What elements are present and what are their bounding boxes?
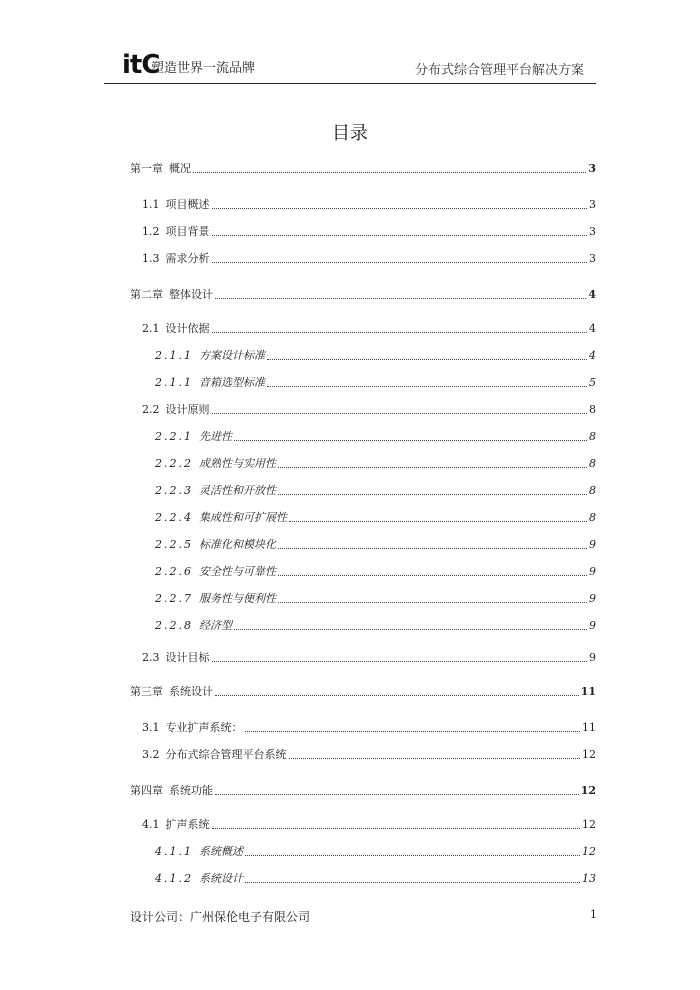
- toc-entry-title: 设计依据: [165, 322, 210, 335]
- toc-entry-page: 3: [589, 225, 596, 238]
- toc-entry-page: 13: [582, 872, 596, 885]
- toc-entry[interactable]: [142, 719, 596, 735]
- toc-entry-page: 8: [589, 430, 596, 443]
- toc-entry[interactable]: [155, 374, 596, 390]
- toc-entry-page: 8: [589, 511, 596, 524]
- toc-entry[interactable]: [130, 782, 596, 798]
- toc-entry[interactable]: [142, 401, 596, 417]
- toc-leader-dots: [278, 494, 587, 495]
- toc-entry[interactable]: [142, 649, 596, 665]
- toc-entry-page: 11: [580, 685, 596, 698]
- toc-entry[interactable]: [155, 590, 596, 606]
- toc-entry-title: 服务性与便利性: [199, 592, 276, 605]
- toc-entry-title: 经济型: [199, 619, 232, 632]
- toc-heading: 目录: [332, 123, 368, 144]
- logo-text: itC: [122, 50, 160, 80]
- toc-leader-dots: [245, 882, 580, 883]
- toc-entry[interactable]: [155, 509, 596, 525]
- toc-entry-number: 3.2: [142, 748, 160, 761]
- toc-entry-page: 5: [589, 376, 596, 389]
- toc-entry-page: 3: [588, 162, 596, 175]
- toc-entry-title: 项目概述: [165, 198, 210, 211]
- toc-entry[interactable]: [155, 617, 596, 633]
- toc-entry-title: 标准化和模块化: [199, 538, 276, 551]
- toc-entry-number: 2.2.5: [155, 538, 193, 551]
- toc-leader-dots: [245, 731, 581, 732]
- toc-entry-page: 12: [580, 784, 596, 797]
- toc-entry[interactable]: [155, 870, 596, 886]
- toc-entry[interactable]: [130, 683, 596, 699]
- toc-entry-page: 12: [582, 818, 596, 831]
- toc-entry-number: 2.2.8: [155, 619, 193, 632]
- toc-entry-title: 系统设计: [169, 685, 213, 698]
- toc-entry-page: 11: [582, 721, 596, 734]
- toc-entry[interactable]: [155, 563, 596, 579]
- toc-entry-page: 12: [582, 748, 596, 761]
- toc-entry-number: 1.1: [142, 198, 160, 211]
- toc-entry-page: 9: [589, 592, 596, 605]
- toc-entry-number: 2.2.2: [155, 457, 193, 470]
- toc-entry[interactable]: [155, 536, 596, 552]
- toc-entry[interactable]: [130, 160, 596, 176]
- toc-entry-page: 9: [589, 651, 596, 664]
- toc-leader-dots: [212, 661, 588, 662]
- toc-entry-page: 4: [589, 322, 596, 335]
- toc-entry[interactable]: [155, 482, 596, 498]
- toc-leader-dots: [234, 629, 587, 630]
- toc-entry-title: 专业扩声系统：: [165, 721, 243, 734]
- toc-entry-title: 系统概述: [199, 845, 243, 858]
- toc-entry[interactable]: [142, 250, 596, 266]
- footer-page-number: 1: [590, 908, 597, 921]
- toc-entry[interactable]: [155, 455, 596, 471]
- toc-entry-number: 2.2.6: [155, 565, 193, 578]
- toc-entry-title: 方案设计标准: [199, 349, 265, 362]
- toc-entry-page: 9: [589, 538, 596, 551]
- toc-entry-page: 12: [582, 845, 596, 858]
- header-slogan: 塑造世界一流品牌: [151, 61, 256, 76]
- toc-entry-page: 9: [589, 565, 596, 578]
- toc-entry-number: 2.2: [142, 403, 160, 416]
- toc-entry-page: 4: [589, 349, 596, 362]
- toc-entry-title: 需求分析: [165, 252, 210, 265]
- toc-entry-title: 集成性和可扩展性: [199, 511, 287, 524]
- toc-leader-dots: [267, 359, 587, 360]
- toc-entry-number: 第三章: [130, 685, 163, 698]
- toc-entry[interactable]: [142, 223, 596, 239]
- toc-entry-number: 第四章: [130, 784, 163, 797]
- toc-leader-dots: [267, 386, 587, 387]
- toc-leader-dots: [289, 758, 581, 759]
- toc-entry[interactable]: [142, 196, 596, 212]
- toc-entry-page: 8: [589, 403, 596, 416]
- toc-entry-title: 成熟性与实用性: [199, 457, 276, 470]
- toc-leader-dots: [278, 548, 587, 549]
- toc-entry-title: 安全性与可靠性: [199, 565, 276, 578]
- toc-entry-number: 2.2.7: [155, 592, 193, 605]
- toc-leader-dots: [215, 298, 586, 299]
- toc-leader-dots: [234, 440, 587, 441]
- footer-company: 设计公司：广州保伦电子有限公司: [130, 910, 311, 924]
- toc-entry-title: 项目背景: [165, 225, 210, 238]
- toc-leader-dots: [193, 172, 586, 173]
- toc-entry-title: 灵活性和开放性: [199, 484, 276, 497]
- toc-leader-dots: [212, 332, 588, 333]
- toc-entry-title: 先进性: [199, 430, 232, 443]
- toc-entry-page: 3: [589, 252, 596, 265]
- toc-entry-number: 第一章: [130, 162, 163, 175]
- toc-leader-dots: [212, 262, 588, 263]
- header-document-title: 分布式综合管理平台解决方案: [414, 63, 584, 78]
- toc-leader-dots: [212, 413, 588, 414]
- toc-leader-dots: [245, 855, 580, 856]
- toc-entry-title: 系统设计: [199, 872, 243, 885]
- toc-entry-page: 4: [588, 288, 596, 301]
- toc-leader-dots: [278, 602, 587, 603]
- toc-entry-title: 概况: [169, 162, 191, 175]
- toc-entry-title: 分布式综合管理平台系统: [165, 748, 287, 761]
- toc-entry-page: 9: [589, 619, 596, 632]
- toc-entry-number: 1.3: [142, 252, 160, 265]
- toc-entry-page: 8: [589, 484, 596, 497]
- toc-entry-number: 4.1.2: [155, 872, 193, 885]
- toc-leader-dots: [289, 521, 587, 522]
- toc-entry-title: 音箱选型标准: [199, 376, 265, 389]
- toc-entry-title: 系统功能: [169, 784, 213, 797]
- toc-leader-dots: [215, 695, 579, 696]
- toc-entry[interactable]: [155, 428, 596, 444]
- toc-leader-dots: [278, 575, 587, 576]
- toc-entry[interactable]: [155, 843, 596, 859]
- toc-entry-number: 2.1.1: [155, 376, 193, 389]
- toc-entry-page: 8: [589, 457, 596, 470]
- toc-entry-number: 2.1.1: [155, 349, 193, 362]
- toc-entry-number: 4.1: [142, 818, 160, 831]
- toc-entry-number: 2.1: [142, 322, 160, 335]
- toc-leader-dots: [215, 794, 579, 795]
- toc-entry-title: 设计目标: [165, 651, 210, 664]
- toc-entry-number: 2.2.3: [155, 484, 193, 497]
- toc-leader-dots: [212, 828, 581, 829]
- toc-entry-number: 4.1.1: [155, 845, 193, 858]
- toc-entry-number: 第二章: [130, 288, 163, 301]
- toc-entry[interactable]: [155, 347, 596, 363]
- toc-entry-number: 2.2.4: [155, 511, 193, 524]
- toc-entry-title: 设计原则: [165, 403, 210, 416]
- toc-entry-number: 3.1: [142, 721, 160, 734]
- toc-entry-number: 2.3: [142, 651, 160, 664]
- toc-entry-title: 整体设计: [169, 288, 213, 301]
- toc-entry[interactable]: [130, 286, 596, 302]
- toc-leader-dots: [212, 235, 588, 236]
- toc-entry-number: 1.2: [142, 225, 160, 238]
- toc-leader-dots: [212, 208, 588, 209]
- toc-entry[interactable]: [142, 746, 596, 762]
- toc-entry-title: 扩声系统: [165, 818, 210, 831]
- toc-entry-page: 3: [589, 198, 596, 211]
- toc-leader-dots: [278, 467, 587, 468]
- toc-entry[interactable]: [142, 816, 596, 832]
- toc-entry-number: 2.2.1: [155, 430, 193, 443]
- toc-entry[interactable]: [142, 320, 596, 336]
